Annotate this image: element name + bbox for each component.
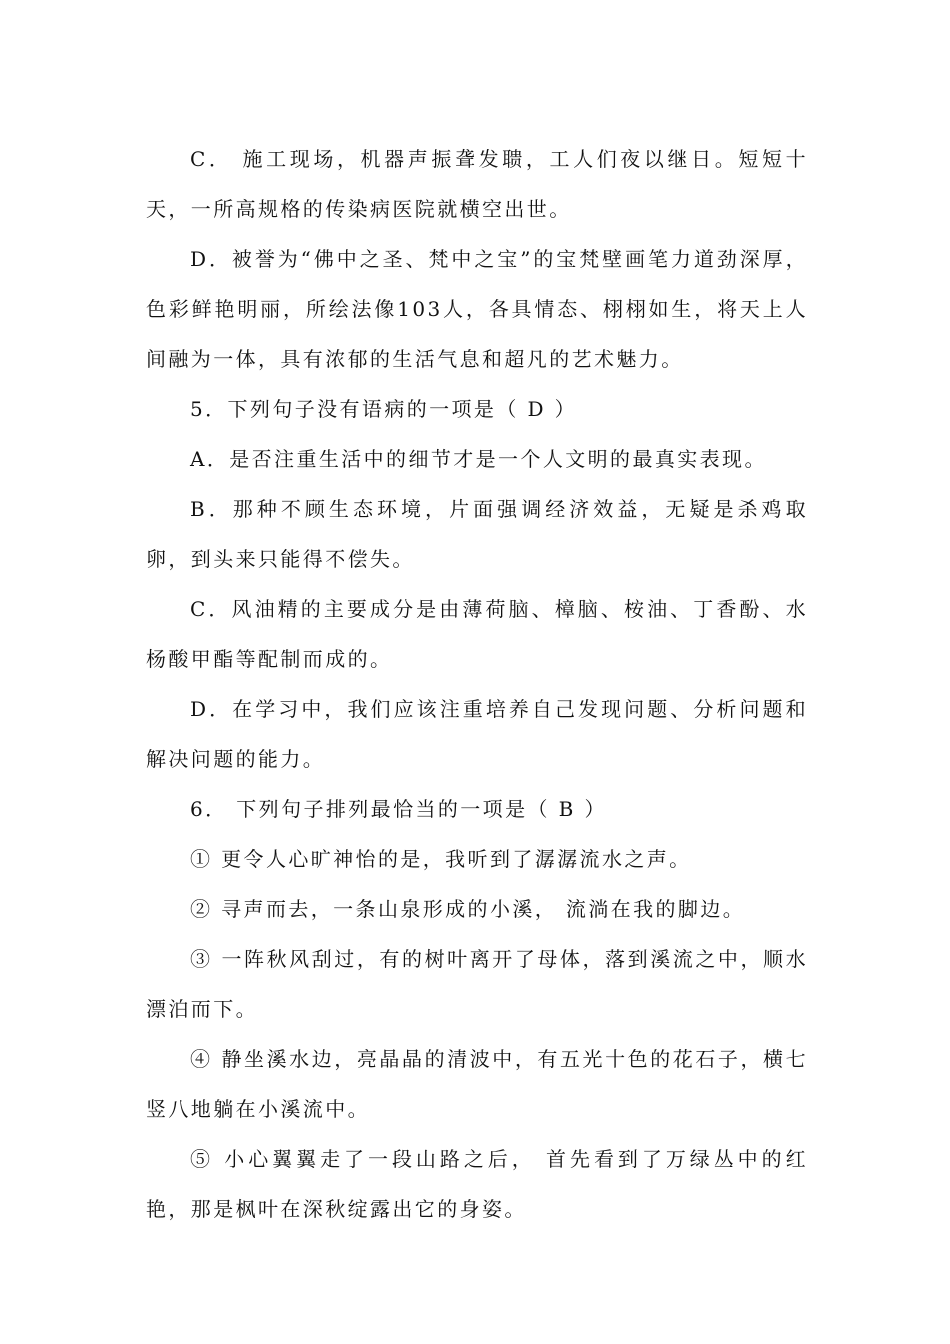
sentence-4: ④ 静坐溪水边，亮晶晶的清波中，有五光十色的花石子，横七竖八地躺在小溪流中。	[146, 1047, 808, 1121]
question-5-option-c: C．风油精的主要成分是由薄荷脑、樟脑、桉油、丁香酚、水杨酸甲酯等配制而成的。	[146, 597, 808, 671]
sentence-2: ② 寻声而去，一条山泉形成的小溪， 流淌在我的脚边。	[190, 897, 746, 921]
sentence-3: ③ 一阵秋风刮过，有的树叶离开了母体，落到溪流之中，顺水漂泊而下。	[146, 947, 808, 1021]
question-5-option-d: D．在学习中，我们应该注重培养自己发现问题、分析问题和解决问题的能力。	[146, 697, 808, 771]
question-5-option-b: B．那种不顾生态环境，片面强调经济效益，无疑是杀鸡取卵，到头来只能得不偿失。	[146, 497, 808, 571]
sentence-5: ⑤ 小心翼翼走了一段山路之后， 首先看到了万绿丛中的红艳，那是枫叶在深秋绽露出它的身姿。	[146, 1147, 808, 1221]
sentence-1: ① 更令人心旷神怡的是，我听到了潺潺流水之声。	[190, 847, 692, 871]
document-body	[146, 134, 808, 1234]
question-5-stem: 5．下列句子没有语病的一项是（ D ）	[190, 397, 578, 421]
option-d-paragraph: D．被誉为“佛中之圣、梵中之宝”的宝梵壁画笔力道劲深厚，色彩鲜艳明丽，所绘法像103人，各具情态、栩栩如生，将天上人间融为一体，具有浓郁的生活气息和超凡的艺术魅力。	[146, 247, 808, 371]
question-6-stem: 6． 下列句子排列最恰当的一项是（ B ）	[190, 797, 607, 821]
question-5-option-a: A．是否注重生活中的细节才是一个人文明的最真实表现。	[190, 447, 767, 471]
option-c-paragraph: C． 施工现场，机器声振聋发聩，工人们夜以继日。短短十天，一所高规格的传染病医院就横空出世。	[146, 147, 808, 221]
